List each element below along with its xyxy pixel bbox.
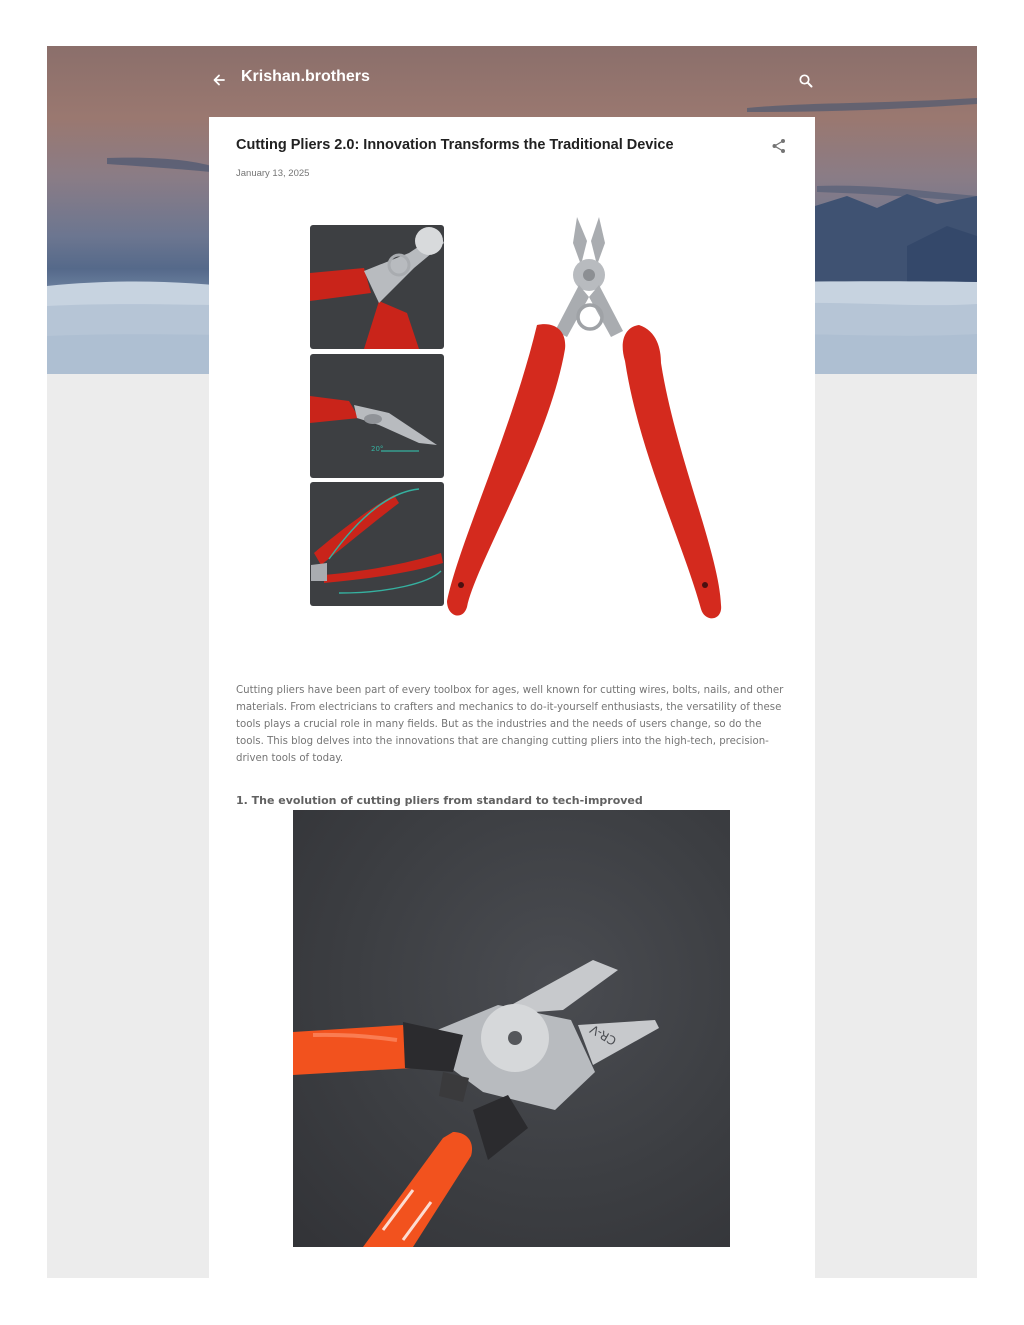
post-body-paragraph: Cutting pliers have been part of every toolbox for ages, well known for cutting wires, bolts, nails, and other materials. From electricians to crafters and mechanics to do-it-yourself enthusiasts, the versatility of these tools plays a crucial role in many fields. But as the industries and the needs of users change, so do the tools. This blog delves into the innovations that are changing cutting pliers into the high-tech, precision-driven tools of today. <box>236 685 784 764</box>
back-button[interactable] <box>209 70 229 90</box>
share-icon <box>770 137 788 155</box>
post-card <box>209 117 815 1278</box>
section-heading: 1. The evolution of cutting pliers from standard to tech-improved <box>236 794 643 807</box>
arrow-left-icon <box>209 70 229 90</box>
angle-label: 20° <box>371 445 384 453</box>
pliers-product-image[interactable] <box>309 213 729 623</box>
blog-title-link[interactable]: Krishan.brothers <box>241 68 370 85</box>
top-bar <box>209 66 815 96</box>
post-date: January 13, 2025 <box>236 168 310 179</box>
page-frame <box>47 46 977 1278</box>
search-icon <box>797 72 815 90</box>
pliers-closeup-drawing <box>293 810 730 1247</box>
share-button[interactable] <box>770 137 788 155</box>
search-button[interactable] <box>797 72 815 90</box>
blade-text: CR-V <box>587 1021 619 1049</box>
post-title: Cutting Pliers 2.0: Innovation Transforms the Traditional Device <box>236 137 674 153</box>
pliers-closeup-image[interactable] <box>293 810 730 1247</box>
